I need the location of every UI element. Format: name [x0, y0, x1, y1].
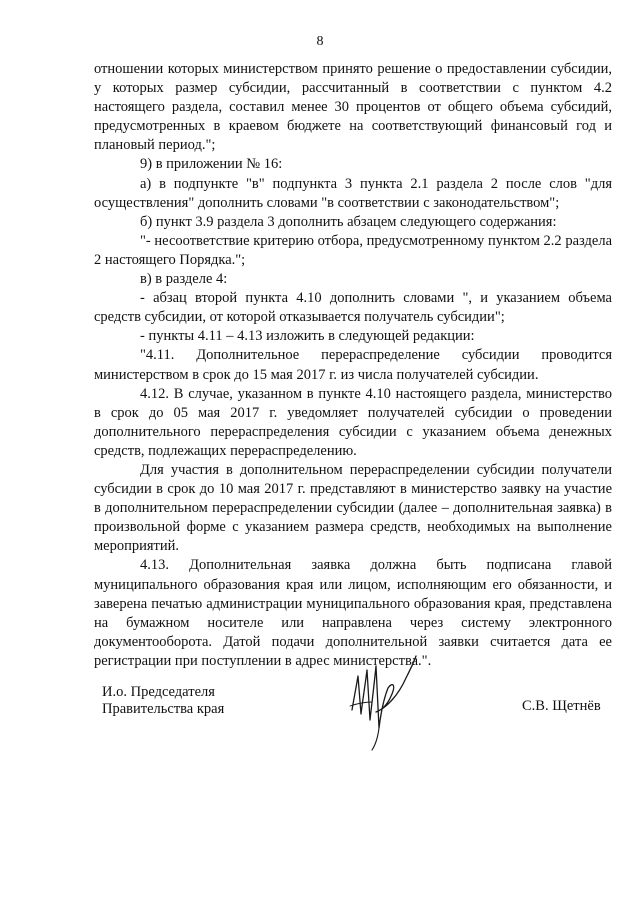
paragraph-clause-4-13: 4.13. Дополнительная заявка должна быть подписана главой муниципального образования края или лицом, исполняющим его обязанности, и заверена печатью администрации муниципального образования края, представлена на бумажном носителе или направлена через систему электронного документооборота. Датой подачи дополнительной заявки считается дата ее регистрации при поступлении в адрес министерства.". — [94, 557, 612, 669]
signatory-title-line1: И.о. Председателя — [102, 684, 215, 700]
paragraph-quote-criterion: "- несоответствие критерию отбора, предусмотренному пунктом 2.2 раздела 2 настоящего Порядка."; — [94, 232, 612, 268]
paragraph-clause-4-12: 4.12. В случае, указанном в пункте 4.10 настоящего раздела, министерство в срок до 05 мая 2017 г. уведомляет получателей субсидии о проведении дополнительного перераспределения субсидии с указанием объема денежных средств, подлежащих перераспределению. — [94, 385, 612, 459]
signatory-title-line2: Правительства края — [102, 701, 225, 717]
handwritten-signature — [342, 648, 422, 756]
paragraph-amend-4-10: - абзац второй пункта 4.10 дополнить словами ", и указанием объема средств субсидии, от которой отказывается получатель субсидии"; — [94, 290, 612, 326]
paragraph-item-9: 9) в приложении № 16: — [140, 156, 283, 173]
page-number: 8 — [316, 34, 324, 49]
document-body — [94, 60, 612, 671]
signatory-name: С.В. Щетнёв — [522, 698, 601, 714]
paragraph-item-b: б) пункт 3.9 раздела 3 дополнить абзацем следующего содержания: — [140, 213, 557, 230]
paragraph-clause-4-11: "4.11. Дополнительное перераспределение субсидии проводится министерством в срок до 15 мая 2017 г. из числа получателей субсидии. — [94, 347, 612, 383]
paragraph-amend-4-11-4-13: - пункты 4.11 – 4.13 изложить в следующей редакции: — [140, 328, 475, 345]
paragraph-item-v: в) в разделе 4: — [140, 271, 228, 288]
signatory-title — [102, 684, 224, 718]
paragraph-continuation: отношении которых министерством принято решение о предоставлении субсидии, у которых размер субсидии, рассчитанный в соответствии с пунктом 4.2 настоящего раздела, составил менее 30 процентов от общего объема субсидий, предусмотренных в краевом бюджете на соответствующий финансовый год и плановый период."; — [94, 61, 612, 154]
paragraph-clause-4-12-participation: Для участия в дополнительном перераспределении субсидии получатели субсидии в срок до 10 мая 2017 г. представляют в министерство заявку на участие в дополнительном перераспределении субсидии (далее – дополнительная заявка) в произвольной форме с указанием размера средств, необходимых на выполнение мероприятий. — [94, 461, 612, 555]
paragraph-item-a: а) в подпункте "в" подпункта 3 пункта 2.1 раздела 2 после слов "для осуществления" дополнить словами "в соответствии с законодательством"; — [94, 175, 612, 211]
